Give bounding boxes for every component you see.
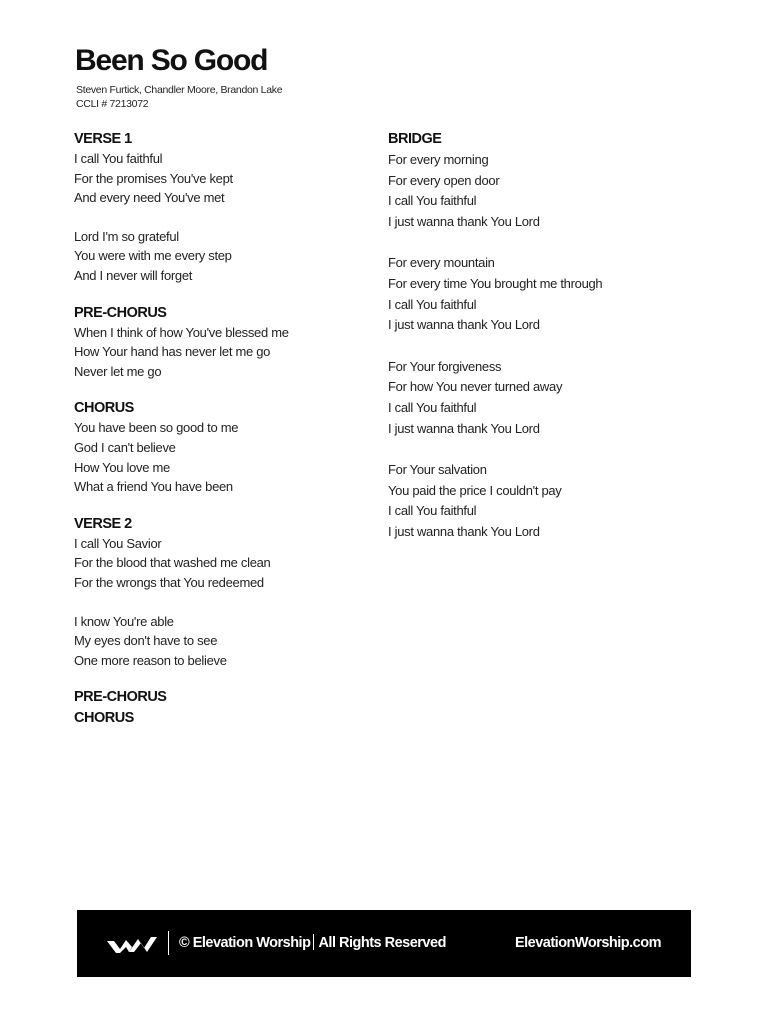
lyric-line: I call You faithful [388,400,477,416]
lyrics-section-pre-chorus [74,687,364,707]
lyric-line: How Your hand has never let me go [74,344,271,360]
lyric-line: For the blood that washed me clean [74,555,271,571]
lyric-line: For every time You brought me through [388,276,603,292]
copyright-text: © Elevation Worship [179,935,311,951]
lyric-line: I know You're able [74,613,174,629]
lyric-line: What a friend You have been [74,479,233,495]
lyrics-right-column [388,129,688,563]
lyrics-left-column [74,129,364,729]
lyrics-stanza [74,227,364,286]
lyrics-section-verse-1 [74,129,364,286]
lyrics-stanza [388,357,688,440]
lyric-line: For the promises You've kept [74,170,233,186]
lyric-line: I just wanna thank You Lord [388,524,540,540]
lyric-line: For how You never turned away [388,379,563,395]
footer-divider [168,931,169,955]
lyric-line: I call You faithful [388,296,477,312]
song-credits [76,83,282,111]
lyrics-stanza [388,460,688,543]
lyrics-stanza [388,253,688,336]
lyrics-section-bridge [388,129,688,543]
lyrics-section-pre-chorus [74,303,364,382]
section-heading: CHORUS [74,710,134,727]
lyric-line: God I can't believe [74,439,176,455]
lyric-line: Never let me go [74,363,162,379]
section-heading: CHORUS [74,400,134,417]
lyrics-stanza [74,149,364,208]
elevation-worship-logo-icon [107,934,157,954]
lyric-line: Lord I'm so grateful [74,228,179,244]
song-title: Been So Good [75,44,268,77]
lyric-line: For Your forgiveness [388,358,502,374]
song-writers: Steven Furtick, Chandler Moore, Brandon Lake [76,84,283,96]
lyrics-section-chorus [74,708,364,728]
lyric-line: For the wrongs that You redeemed [74,574,264,590]
lyrics-section-verse-2 [74,514,364,671]
lyric-line: For every mountain [388,255,495,271]
lyric-line: And every need You've met [74,190,225,206]
footer-bar [77,910,691,977]
lyric-line: When I think of how You've blessed me [74,324,289,340]
lyric-line: You were with me every step [74,248,232,264]
ccli-number: CCLI # 7213072 [76,98,149,110]
footer-website-link[interactable]: ElevationWorship.com [514,935,661,951]
lyric-line: For Your salvation [388,461,487,477]
lyrics-stanza [74,612,364,671]
section-heading: PRE-CHORUS [74,304,167,321]
lyric-line: You paid the price I couldn't pay [388,482,562,498]
lyric-line: I just wanna thank You Lord [388,420,540,436]
lyric-line: For every morning [388,152,489,167]
lyric-line: I just wanna thank You Lord [388,317,540,333]
lyrics-stanza [74,534,364,593]
lyric-line: I call You Savior [74,535,162,551]
lyric-line: You have been so good to me [74,420,239,436]
lyric-line: I call You faithful [74,151,163,166]
lyric-line: And I never will forget [74,267,193,283]
copyright-separator [313,934,314,950]
lyrics-stanza [388,150,688,233]
lyrics-section-chorus [74,398,364,496]
lyric-line: I call You faithful [388,193,477,209]
section-heading: VERSE 1 [74,131,132,147]
section-heading: BRIDGE [388,131,442,147]
lyric-line: For every open door [388,172,500,188]
lyric-line: I call You faithful [388,503,477,519]
lyric-line: One more reason to believe [74,652,227,668]
lyric-line: How You love me [74,459,170,475]
section-heading: VERSE 2 [74,515,132,532]
lyric-line: I just wanna thank You Lord [388,214,540,230]
lyrics-stanza [74,323,364,382]
lyrics-stanza [74,418,364,496]
rights-text: All Rights Reserved [318,935,446,951]
section-heading: PRE-CHORUS [74,689,167,706]
footer-copyright [179,934,446,952]
lyric-line: My eyes don't have to see [74,633,218,649]
